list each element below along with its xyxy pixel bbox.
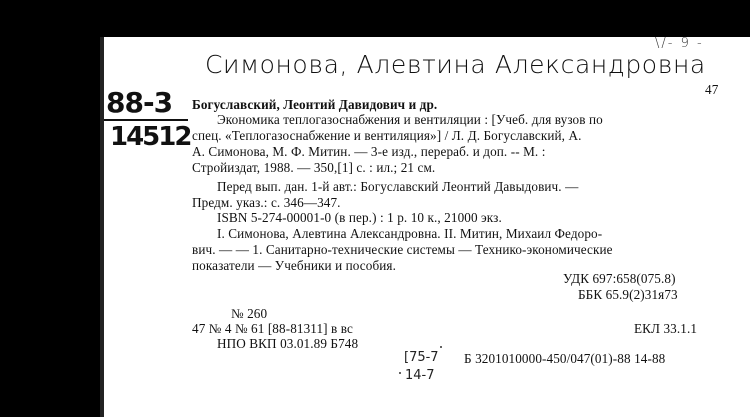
card-title-line: спец. «Теплогазоснабжение и вентиляция»] / Л. Д. Богуславский, А.: [192, 128, 582, 143]
handwritten-shelf-mark: 88-3: [106, 86, 173, 119]
shelf-mark-divider: [104, 119, 188, 121]
scan-border-left: [0, 0, 100, 417]
card-title-line: Экономика теплогазоснабжения и вентиляции : [Учеб. для вузов по: [217, 112, 603, 127]
handwritten-isbn-mark: [75-7: [404, 350, 439, 365]
ink-dot: [399, 372, 401, 374]
handwritten-corner-mark: \/- 9 -: [655, 36, 704, 51]
card-note-line: Предм. указ.: с. 346—347.: [192, 195, 341, 210]
card-npo: НПО ВКП 03.01.89 Б748: [217, 336, 359, 351]
card-note-line: Перед вып. дан. 1-й авт.: Богуславский Леонтий Давыдович. —: [217, 179, 579, 194]
card-author: Богуславский, Леонтий Давидович и др.: [192, 97, 438, 112]
handwritten-author-name: Симонова, Алевтина Александровна: [205, 50, 706, 79]
card-title-line: А. Симонова, М. Ф. Митин. — 3-е изд., перераб. и доп. -- М. :: [192, 144, 546, 159]
card-tracing-line: I. Симонова, Алевтина Александровна. II. Митин, Михаил Федоро-: [217, 226, 603, 241]
card-number-260: № 260: [231, 306, 268, 321]
card-udk: УДК 697:658(075.8): [563, 271, 676, 286]
page-number: 47: [705, 82, 719, 97]
ink-dot: [440, 346, 442, 348]
card-ekl: ЕКЛ 33.1.1: [634, 321, 698, 336]
card-tracing-line: вич. — — 1. Санитарно-технические системы — Технико-экономические: [192, 242, 613, 257]
handwritten-isbn-mark: 14-7: [405, 368, 435, 383]
handwritten-inventory-number: 14512: [110, 122, 191, 152]
card-accession: 47 № 4 № 61 [88-81311] в вс: [192, 321, 353, 336]
card-isbn: ISBN 5-274-00001-0 (в пер.) : 1 р. 10 к., 21000 экз.: [217, 210, 502, 225]
card-tracing-line: показатели — Учебники и пособия.: [192, 258, 396, 273]
card-title-line: Стройиздат, 1988. — 350,[1] с. : ил.; 21 см.: [192, 160, 436, 175]
card-isbn-code: Б 3201010000-450/047(01)-88 14-88: [464, 351, 666, 366]
scan-border-top: [0, 0, 750, 37]
card-bbk: ББК 65.9(2)31я73: [578, 287, 678, 302]
